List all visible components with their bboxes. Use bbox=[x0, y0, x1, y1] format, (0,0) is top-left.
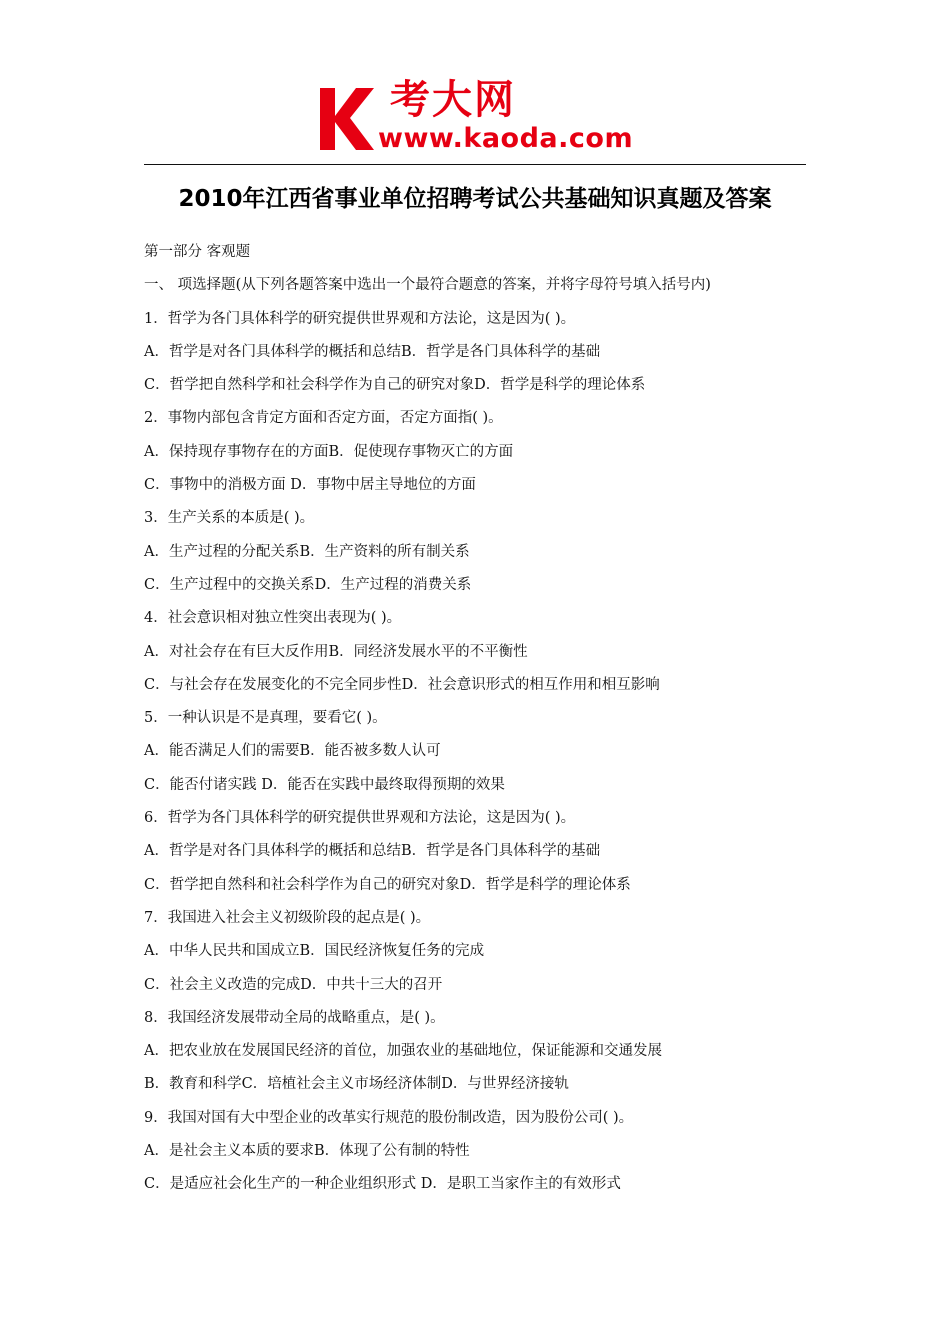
question-6-options-cd: C．哲学把自然科和社会科学作为自己的研究对象D．哲学是科学的理论体系 bbox=[144, 876, 631, 893]
header-divider bbox=[144, 164, 806, 165]
question-9-options-cd: C．是适应社会化生产的一种企业组织形式 D．是职工当家作主的有效形式 bbox=[144, 1176, 621, 1193]
question-6: 6．哲学为各门具体科学的研究提供世界观和方法论，这是因为( )。 bbox=[144, 810, 576, 827]
question-2: 2．事物内部包含肯定方面和否定方面，否定方面指( )。 bbox=[144, 410, 503, 427]
question-6-options-ab: A．哲学是对各门具体科学的概括和总结B．哲学是各门具体科学的基础 bbox=[144, 843, 601, 860]
instruction-line: 一、 项选择题(从下列各题答案中选出一个最符合题意的答案，并将字母符号填入括号内) bbox=[144, 277, 711, 294]
question-4-options-ab: A．对社会存在有巨大反作用B．同经济发展水平的不平衡性 bbox=[144, 643, 528, 660]
section-heading: 第一部分 客观题 bbox=[144, 244, 251, 260]
question-5-options-cd: C．能否付诸实践 D．能否在实践中最终取得预期的效果 bbox=[144, 776, 505, 793]
question-2-options-cd: C．事物中的消极方面 D．事物中居主导地位的方面 bbox=[144, 477, 476, 494]
question-7-options-ab: A．中华人民共和国成立B．国民经济恢复任务的完成 bbox=[144, 943, 485, 960]
question-8-option-a: A．把农业放在发展国民经济的首位，加强农业的基础地位，保证能源和交通发展 bbox=[144, 1043, 662, 1060]
document-body bbox=[144, 236, 824, 1202]
question-4: 4．社会意识相对独立性突出表现为( )。 bbox=[144, 610, 402, 627]
kaoda-logo bbox=[318, 78, 638, 158]
k-logo-icon bbox=[318, 84, 380, 154]
question-7-options-cd: C．社会主义改造的完成D．中共十三大的召开 bbox=[144, 976, 443, 993]
question-7: 7．我国进入社会主义初级阶段的起点是( )。 bbox=[144, 909, 431, 926]
question-1-options-cd: C．哲学把自然科学和社会科学作为自己的研究对象D．哲学是科学的理论体系 bbox=[144, 377, 646, 394]
document-title: 2010年江西省事业单位招聘考试公共基础知识真题及答案 bbox=[178, 186, 772, 212]
question-8: 8．我国经济发展带动全局的战略重点，是( )。 bbox=[144, 1009, 445, 1026]
logo-chinese-text: 考大网 bbox=[390, 77, 516, 123]
question-4-options-cd: C．与社会存在发展变化的不完全同步性D．社会意识形式的相互作用和相互影响 bbox=[144, 676, 660, 693]
question-9: 9．我国对国有大中型企业的改革实行规范的股份制改造，因为股份公司( )。 bbox=[144, 1109, 634, 1126]
question-5: 5．一种认识是不是真理，要看它( )。 bbox=[144, 710, 387, 727]
question-8-options-bcd: B．教育和科学C．培植社会主义市场经济体制D．与世界经济接轨 bbox=[144, 1076, 569, 1093]
question-3: 3．生产关系的本质是( )。 bbox=[144, 510, 315, 527]
question-1-options-ab: A．哲学是对各门具体科学的概括和总结B．哲学是各门具体科学的基础 bbox=[144, 343, 601, 360]
question-1: 1．哲学为各门具体科学的研究提供世界观和方法论，这是因为( )。 bbox=[144, 310, 576, 327]
question-2-options-ab: A．保持现存事物存在的方面B．促使现存事物灭亡的方面 bbox=[144, 443, 514, 460]
question-5-options-ab: A．能否满足人们的需要B．能否被多数人认可 bbox=[144, 743, 441, 760]
question-3-options-ab: A．生产过程的分配关系B．生产资料的所有制关系 bbox=[144, 543, 470, 560]
question-9-options-ab: A．是社会主义本质的要求B．体现了公有制的特性 bbox=[144, 1143, 470, 1160]
logo-url-text: www.kaoda.com bbox=[378, 123, 634, 154]
question-3-options-cd: C．生产过程中的交换关系D．生产过程的消费关系 bbox=[144, 576, 472, 593]
